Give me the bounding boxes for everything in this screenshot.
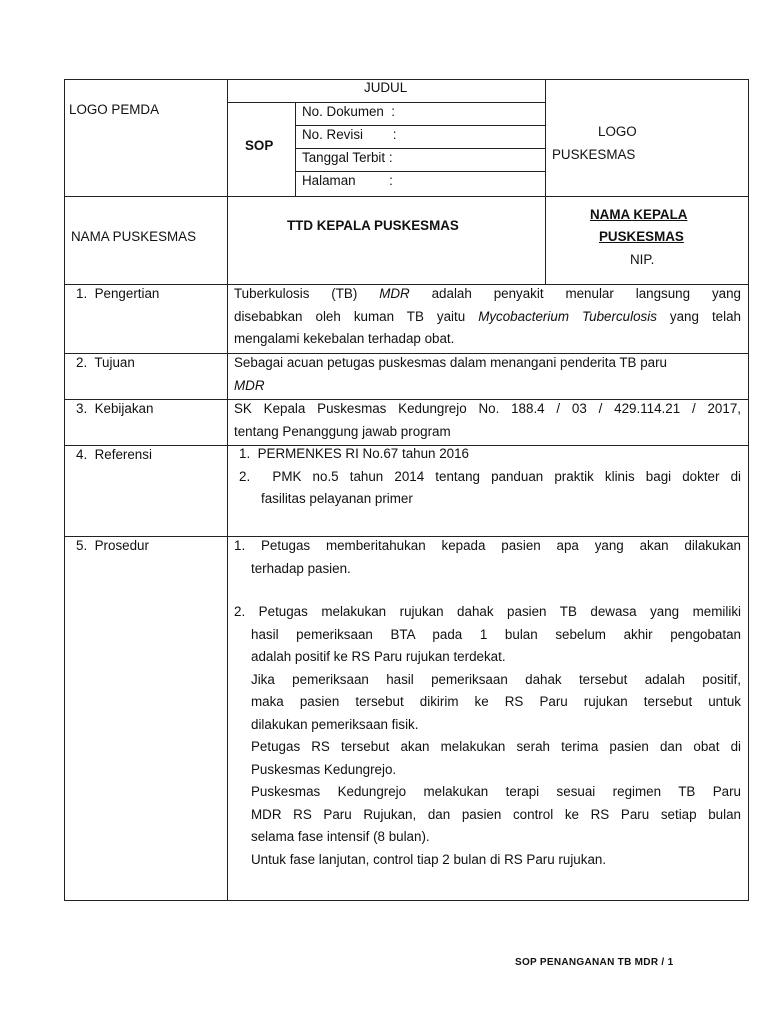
table-border bbox=[748, 79, 749, 901]
prosedur-step-2 bbox=[234, 601, 741, 871]
prosedur-step-1 bbox=[234, 535, 741, 580]
nip-label: NIP. bbox=[630, 252, 655, 267]
prosedur-line: MDR RS Paru Rujukan, dan pasien control ke RS Paru setiap bulan bbox=[251, 806, 741, 822]
page-footer: SOP PENANGANAN TB MDR / 1 bbox=[515, 957, 674, 968]
table-border bbox=[545, 79, 546, 285]
section-label-pengertian: 1. Pengertian bbox=[76, 286, 160, 301]
table-border bbox=[64, 900, 749, 901]
table-border bbox=[295, 102, 296, 197]
section-label-prosedur: 5. Prosedur bbox=[76, 538, 149, 553]
ttd-kepala-puskesmas: TTD KEPALA PUSKESMAS bbox=[287, 218, 459, 233]
kebijakan-line: SK Kepala Puskesmas Kedungrejo No. 188.4 / 03 / 429.114.21 / 2017, bbox=[234, 401, 741, 416]
pengertian-line: mengalami kekebalan terhadap obat. bbox=[234, 331, 455, 346]
prosedur-line: Puskesmas Kedungrejo. bbox=[251, 761, 397, 777]
tujuan-line: Sebagai acuan petugas puskesmas dalam menangani penderita TB paru bbox=[234, 355, 668, 370]
tujuan-line: MDR bbox=[234, 377, 265, 393]
prosedur-line: 1. Petugas memberitahukan kepada pasien apa yang akan dilakukan bbox=[234, 538, 741, 553]
logo-pemda: LOGO PEMDA bbox=[69, 102, 160, 117]
logo-puskesmas-line2: PUSKESMAS bbox=[552, 147, 636, 162]
prosedur-line: 2. Petugas melakukan rujukan dahak pasien TB dewasa yang memiliki bbox=[234, 604, 741, 619]
referensi-item: 1. PERMENKES RI No.67 tahun 2016 bbox=[239, 446, 469, 461]
no-dokumen-field: No. Dokumen : bbox=[302, 104, 396, 119]
table-border bbox=[227, 102, 545, 103]
table-border bbox=[64, 79, 65, 901]
nama-kepala-line2: PUSKESMAS bbox=[599, 229, 684, 244]
prosedur-line: maka pasien tersebut dikirim ke RS Paru rujukan tersebut untuk bbox=[251, 694, 741, 709]
prosedur-line: Puskesmas Kedungrejo melakukan terapi sesuai regimen TB Paru bbox=[251, 784, 741, 799]
pengertian-text bbox=[234, 283, 741, 351]
kebijakan-line: tentang Penanggung jawab program bbox=[234, 423, 451, 439]
tanggal-terbit-field: Tanggal Terbit : bbox=[302, 150, 393, 165]
prosedur-line: Jika pemeriksaan hasil pemeriksaan dahak tersebut adalah positif, bbox=[251, 671, 741, 687]
table-border bbox=[227, 79, 228, 901]
prosedur-line: selama fase intensif (8 bulan). bbox=[251, 829, 430, 844]
prosedur-line: Petugas RS tersebut akan melakukan serah terima pasien dan obat di bbox=[251, 739, 741, 754]
tujuan-text bbox=[234, 352, 741, 397]
table-border bbox=[64, 196, 749, 197]
table-border bbox=[295, 171, 545, 172]
nama-puskesmas: NAMA PUSKESMAS bbox=[71, 229, 197, 244]
table-border bbox=[295, 125, 545, 126]
kebijakan-text bbox=[234, 398, 741, 443]
section-label-referensi: 4. Referensi bbox=[76, 447, 152, 462]
referensi-text bbox=[239, 443, 741, 511]
nama-kepala-line1: NAMA KEPALA bbox=[590, 207, 688, 222]
logo-puskesmas-line1: LOGO bbox=[598, 124, 637, 139]
prosedur-line: adalah positif ke RS Paru rujukan terdekat. bbox=[251, 649, 506, 664]
sop-label: SOP bbox=[245, 138, 274, 153]
section-label-kebijakan: 3. Kebijakan bbox=[76, 401, 154, 416]
halaman-field: Halaman : bbox=[302, 173, 393, 188]
pengertian-line: Tuberkulosis (TB) MDR adalah penyakit menular langsung yang bbox=[234, 286, 741, 301]
referensi-item: 2. PMK no.5 tahun 2014 tentang panduan praktik klinis bagi dokter di bbox=[239, 468, 741, 484]
prosedur-line: hasil pemeriksaan BTA pada 1 bulan sebelum akhir pengobatan bbox=[251, 626, 741, 642]
referensi-item-cont: fasilitas pelayanan primer bbox=[261, 491, 413, 506]
prosedur-line: Untuk fase lanjutan, control tiap 2 bulan di RS Paru rujukan. bbox=[251, 851, 607, 867]
judul-label: JUDUL bbox=[364, 80, 408, 95]
no-revisi-field: No. Revisi : bbox=[302, 127, 397, 142]
section-label-tujuan: 2. Tujuan bbox=[76, 355, 135, 370]
pengertian-line: disebabkan oleh kuman TB yaitu Mycobacterium Tuberculosis yang telah bbox=[234, 308, 741, 324]
prosedur-line: terhadap pasien. bbox=[251, 560, 351, 576]
table-border bbox=[295, 148, 545, 149]
prosedur-line: dilakukan pemeriksaan fisik. bbox=[251, 716, 419, 732]
